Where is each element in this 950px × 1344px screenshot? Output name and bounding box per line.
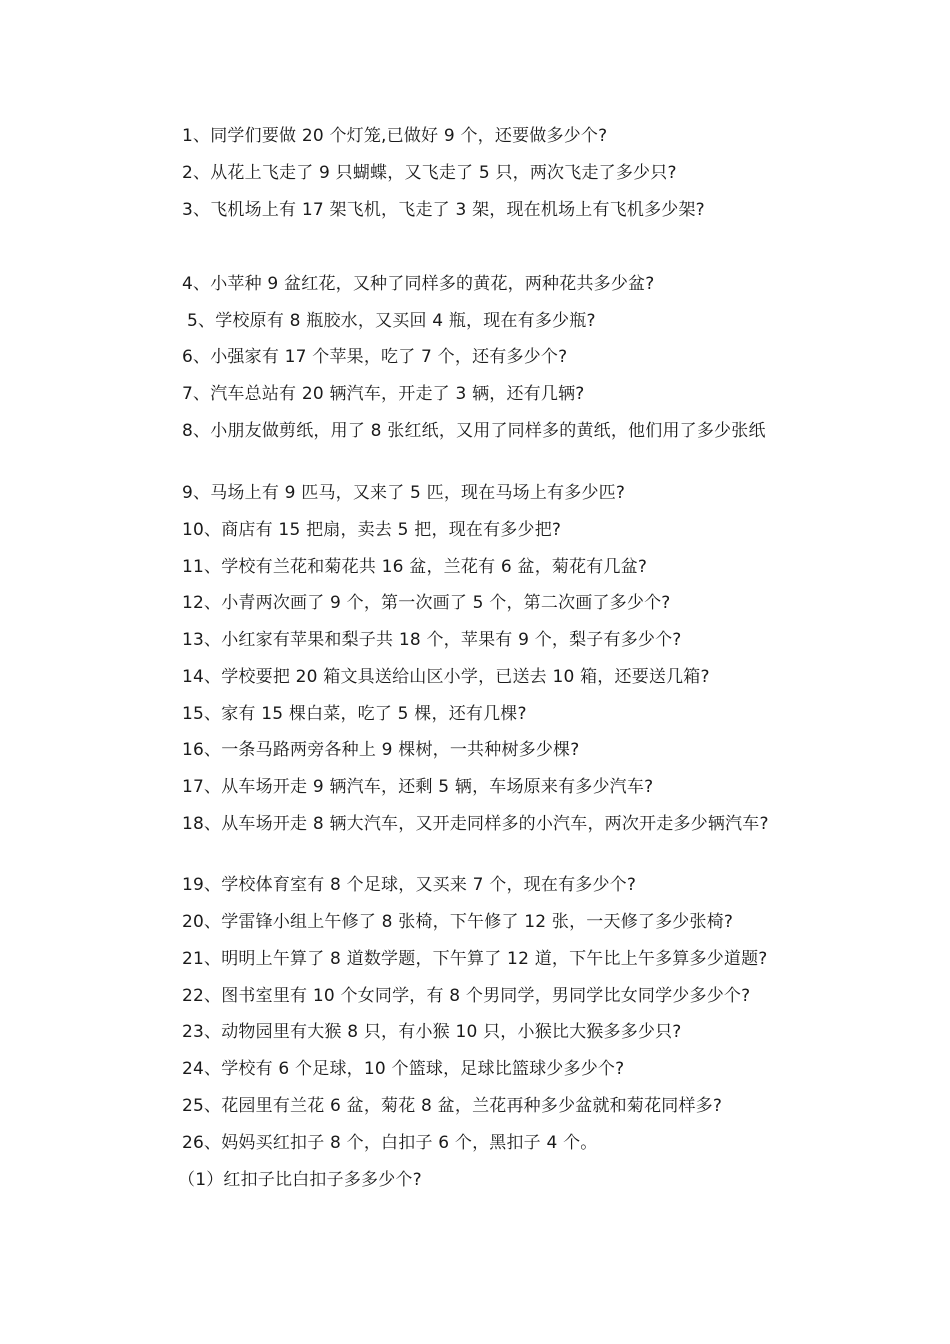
question-6: 6、小强家有 17 个苹果，吃了 7 个，还有多少个? [182,347,568,367]
question-7: 7、汽车总站有 20 辆汽车，开走了 3 辆，还有几辆? [182,384,585,404]
question-2: 2、从花上飞走了 9 只蝴蝶，又飞走了 5 只，两次飞走了多少只? [182,163,677,183]
question-9: 9、马场上有 9 匹马，又来了 5 匹，现在马场上有多少匹? [182,483,626,503]
question-12: 12、小青两次画了 9 个，第一次画了 5 个，第二次画了多少个? [182,593,671,613]
question-25: 25、花园里有兰花 6 盆，菊花 8 盆，兰花再种多少盆就和菊花同样多? [182,1096,723,1116]
question-23: 23、动物园里有大猴 8 只，有小猴 10 只，小猴比大猴多多少只? [182,1022,682,1042]
question-15: 15、家有 15 棵白菜，吃了 5 棵，还有几棵? [182,704,527,724]
question-26: 26、妈妈买红扣子 8 个，白扣子 6 个，黑扣子 4 个。 [182,1133,598,1153]
question-10: 10、商店有 15 把扇，卖去 5 把，现在有多少把? [182,520,562,540]
question-18: 18、从车场开走 8 辆大汽车，又开走同样多的小汽车，两次开走多少辆汽车? [182,814,769,834]
question-3: 3、飞机场上有 17 架飞机，飞走了 3 架，现在机场上有飞机多少架? [182,200,705,220]
question-21: 21、明明上午算了 8 道数学题，下午算了 12 道，下午比上午多算多少道题? [182,949,768,969]
question-13: 13、小红家有苹果和梨子共 18 个，苹果有 9 个，梨子有多少个? [182,630,682,650]
question-17: 17、从车场开走 9 辆汽车，还剩 5 辆，车场原来有多少汽车? [182,777,654,797]
question-5: 5、学校原有 8 瓶胶水，又买回 4 瓶，现在有多少瓶? [187,311,596,331]
question-1: 1、同学们要做 20 个灯笼,已做好 9 个，还要做多少个? [182,126,608,146]
question-24: 24、学校有 6 个足球，10 个篮球，足球比篮球少多少个? [182,1059,625,1079]
question-22: 22、图书室里有 10 个女同学，有 8 个男同学，男同学比女同学少多少个? [182,986,751,1006]
question-14: 14、学校要把 20 箱文具送给山区小学，已送去 10 箱，还要送几箱? [182,667,710,687]
question-20: 20、学雷锋小组上午修了 8 张椅，下午修了 12 张，一天修了多少张椅? [182,912,734,932]
question-4: 4、小苹种 9 盆红花，又种了同样多的黄花，两种花共多少盆? [182,274,655,294]
question-11: 11、学校有兰花和菊花共 16 盆，兰花有 6 盆，菊花有几盆? [182,557,648,577]
question-16: 16、一条马路两旁各种上 9 棵树，一共种树多少棵? [182,740,580,760]
question-8: 8、小朋友做剪纸，用了 8 张红纸，又用了同样多的黄纸，他们用了多少张纸 [182,421,766,441]
question-19: 19、学校体育室有 8 个足球，又买来 7 个，现在有多少个? [182,875,637,895]
question-26-part-1: （1）红扣子比白扣子多多少个? [178,1170,422,1190]
